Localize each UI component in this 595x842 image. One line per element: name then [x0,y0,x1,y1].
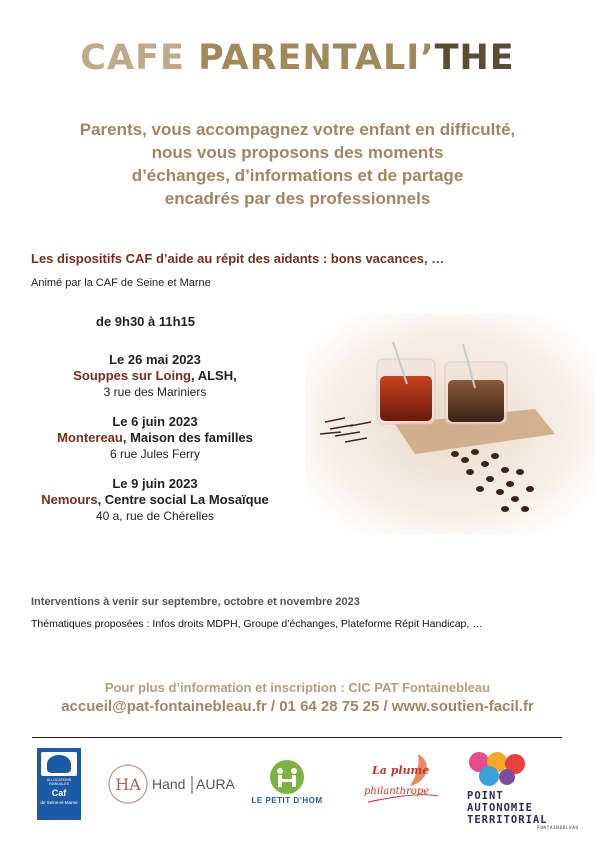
plume-line2: philanthrope [364,786,430,797]
caf-emblem-icon [41,752,77,776]
session-venue: , ALSH, [190,368,237,383]
tea-coffee-photo [305,314,595,534]
session-place [30,492,280,508]
intro-line: d’échanges, d’informations et de partage [131,166,464,185]
session-city: Montereau [57,430,123,445]
handaura-mono: HA [115,775,141,794]
session-address: 6 rue Jules Ferry [109,447,201,461]
title-part-parentali: PARENTALI’ [198,38,435,78]
title-part-the: THE [434,38,515,78]
session-item [30,352,280,400]
contact-line[interactable]: accueil@pat-fontainebleau.fr / 01 64 28 75 25 / www.soutien-facil.fr [61,698,534,715]
petit-dhom-icon [247,758,327,796]
session-date: Le 26 mai 2023 [109,352,201,367]
pat-logo [465,750,585,830]
plume-philanthrope-logo [358,752,443,812]
session-address: 3 rue des Mariniers [103,385,207,399]
session-date: Le 6 juin 2023 [112,414,198,429]
feather-icon [358,752,443,812]
pat-line3: TERRITORIAL [467,814,548,826]
divider [32,737,562,738]
session-place [30,430,280,446]
handaura-text2: AURA [196,776,235,792]
session-city: Souppes sur Loing [73,368,191,383]
caf-logo [37,748,81,820]
pat-line2: AUTONOMIE [467,802,533,814]
session-city: Nemours [41,492,98,507]
info-line: Pour plus d’information et inscription : CIC PAT Fontainebleau [104,680,491,695]
session-item [30,476,280,524]
intro-line: encadrés par des professionnels [164,189,431,208]
dispositif-heading: Les dispositifs CAF d’aide au répit des aidants : bons vacances, … [31,251,445,266]
plume-line1: La plume [372,764,430,777]
caf-logo-name: ALLOCATIONS FAMILIALES [46,778,72,786]
anime-par: Animé par la CAF de Seine et Marne [31,277,211,289]
petit-dhom-name: LE PETIT D’HOM [251,796,323,805]
session-place [30,368,280,384]
intro-line: Parents, vous accompagnez votre enfant en difficulté, [79,120,516,139]
coffee-liquid [448,380,504,422]
petit-dhom-logo [247,758,327,822]
caf-logo-label: Caf [51,788,67,798]
pat-line1: POINT [467,790,504,802]
session-venue: , Centre social La Mosaïque [97,492,269,507]
interventions-upcoming: Interventions à venir sur septembre, octobre et novembre 2023 [31,596,360,608]
session-date: Le 9 juin 2023 [112,476,198,491]
page-title [0,38,595,78]
session-list [30,352,280,538]
caf-logo-dept: de Seine-et-Marne [40,800,78,805]
handaura-logo [108,764,243,804]
session-item [30,414,280,462]
session-address: 40 a, rue de Chérelles [95,509,215,523]
pat-emblem-icon [467,750,527,788]
schedule-hours: de 9h30 à 11h15 [96,314,196,329]
intro-text [0,118,595,210]
title-part-cafe: CAFE [80,38,199,78]
thematiques-text: Thématiques proposées : Infos droits MDPH, Groupe d’échanges, Plateforme Répit Handicap, … [31,618,483,630]
intro-line: nous vous proposons des moments [151,143,444,162]
pat-line4: FONTAINEBLEAU [537,826,579,831]
handaura-text1: Hand [152,776,186,792]
session-venue: , Maison des familles [122,430,253,445]
